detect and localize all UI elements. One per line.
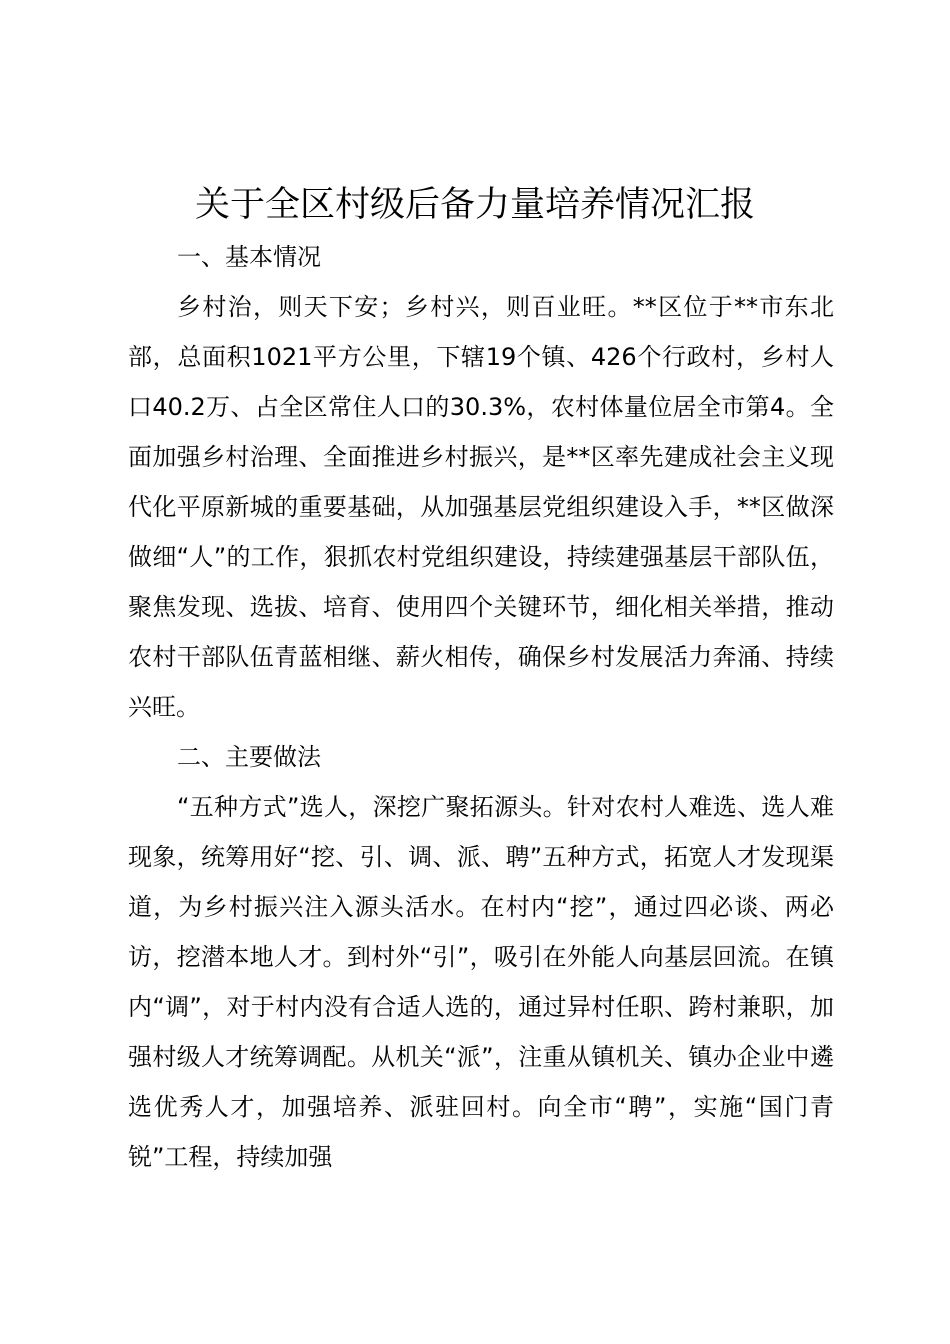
section-heading-main-practices: 二、主要做法 (177, 743, 321, 771)
document-title: 关于全区村级后备力量培养情况汇报 (194, 185, 755, 225)
paragraph-main-practices: “五种方式”选人，深挖广聚拓源头。针对农村人难选、选人难现象，统筹用好“挖、引、调、派、聘”五种方式，拓宽人才发现渠道，为乡村振兴注入源头活水。在村内“挖”，通过四必谈、两必访，挖潜本地人才。到村外“引”，吸引在外能人向基层回流。在镇内“调”，对于村内没有合适人选的，通过异村任职、跨村兼职，加强村级人才统筹调配。从机关“派”，注重从镇机关、镇办企业中遴选优秀人才，加强培养、派驻回村。向全市“聘”，实施“国门青锐”工程，持续加强 (128, 793, 834, 1171)
paragraph-basic-situation: 乡村治，则天下安；乡村兴，则百业旺。**区位于**市东北部，总面积1021平方公里，下辖19个镇、426个行政村，乡村人口40.2万、占全区常住人口的30.3%，农村体量位居全市第4。全面加强乡村治理、全面推进乡村振兴，是**区率先建成社会主义现代化平原新城的重要基础，从加强基层党组织建设入手，**区做深做细“人”的工作，狠抓农村党组织建设，持续建强基层干部队伍，聚焦发现、选拔、培育、使用四个关键环节，细化相关举措，推动农村干部队伍青蓝相继、薪火相传，确保乡村发展活力奔涌、持续兴旺。 (128, 293, 834, 721)
section-heading-basic-situation: 一、基本情况 (177, 243, 321, 271)
document-body (128, 232, 834, 1182)
